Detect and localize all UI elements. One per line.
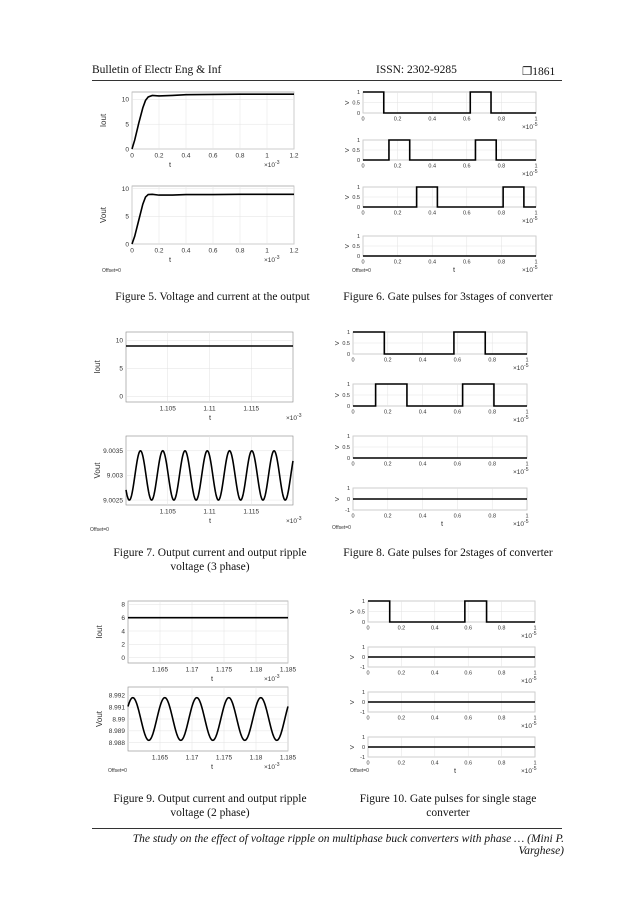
fig10-sub3-multiplier: $\times 10^{-5}$ [521, 721, 537, 730]
fig10-sub4-ytick-label: 1 [361, 734, 365, 741]
fig8-sub4-ytick-label: 0 [346, 496, 350, 503]
fig8-sub3-xtick-label: 0 [351, 461, 355, 468]
fig6-sub3-xtick-label: 0.6 [462, 210, 471, 217]
fig7-sub1-xtick-label: 1.115 [243, 405, 260, 413]
fig8-sub3-xtick-label: 0.2 [383, 461, 392, 468]
fig10-sub3-ytick-label: -1 [360, 709, 365, 716]
fig6-sub3-xtick-label: 0 [361, 210, 365, 217]
fig8-sub3-multiplier: $\times 10^{-5}$ [513, 467, 529, 476]
fig9-sub2-ytick-label: 8.988 [108, 739, 125, 747]
fig6-sub1-xtick-label: 0.6 [462, 116, 471, 123]
fig6-sub4-xtick-label: 0.2 [393, 259, 402, 266]
fig5-sub1-xtick-label: 0.6 [208, 152, 218, 160]
fig10-sub2-xtick-label: 0.8 [497, 670, 506, 677]
fig9-sub2-xtick-label: 1.175 [215, 754, 233, 762]
fig8-sub4-xtick-label: 0.6 [453, 513, 462, 520]
fig9-sub1-xtick-label: 1.175 [215, 666, 233, 674]
fig8-sub2-xtick-label: 0.2 [383, 409, 392, 416]
fig6-sub4-ytick-label: 0.5 [352, 243, 360, 250]
figure-5-caption: Figure 5. Voltage and current at the output [115, 291, 310, 303]
fig10-sub1-multiplier: $\times 10^{-5}$ [521, 631, 537, 640]
fig7-sub2-ylabel: Vout [93, 462, 102, 479]
fig10-sub3-xtick-label: 1 [533, 715, 537, 722]
fig10-sub3-ylabel: > [349, 698, 355, 707]
fig5-sub1-xtick-label: 0.8 [235, 152, 245, 160]
fig9-sub1-ytick-label: 0 [121, 654, 125, 662]
fig6-sub2-xtick-label: 0 [361, 163, 365, 170]
fig10-sub3-xtick-label: 0.4 [430, 715, 439, 722]
fig8-sub2-xtick-label: 0.4 [418, 409, 427, 416]
fig7-sub1-ytick-label: 5 [119, 365, 123, 373]
fig10-sub1-ytick-label: 1 [361, 598, 365, 605]
fig5-sub2-ytick-label: 5 [125, 213, 129, 221]
fig9-sub1-ylabel: Iout [95, 625, 104, 639]
fig8-sub4-xtick-label: 0.4 [418, 513, 427, 520]
fig8-sub4-multiplier: $\times 10^{-5}$ [513, 519, 529, 528]
fig8-sub3-xtick-label: 1 [525, 461, 529, 468]
fig9-sub1-ytick-label: 6 [121, 614, 125, 622]
fig10-sub3-xtick-label: 0.6 [464, 715, 473, 722]
fig9-sub2-ytick-label: 8.992 [108, 692, 125, 700]
fig5-sub1-ylabel: Iout [99, 113, 108, 128]
fig6-sub1-ytick-label: 1 [356, 89, 360, 96]
fig5-sub2-ylabel: Vout [99, 206, 108, 224]
fig9-sub2-xtick-label: 1.18 [249, 754, 263, 762]
fig10-sub4-xtick-label: 0.6 [464, 760, 473, 767]
fig8-svg [328, 326, 562, 536]
fig10-sub2-ytick-label: 0 [361, 654, 365, 661]
fig10-sub2-xtick-label: 0 [366, 670, 370, 677]
fig5-sub2-xtick-label: 1 [265, 247, 269, 255]
fig6-sub2-ytick-label: 0 [356, 157, 360, 164]
fig5-sub2-multiplier: $\times 10^{-3}$ [264, 255, 280, 264]
fig6-svg [328, 86, 562, 278]
fig6-sub4-xtick-label: 0 [361, 259, 365, 266]
fig9-offset-label: Offset=0 [108, 768, 127, 774]
fig9-sub1-multiplier: $\times 10^{-3}$ [264, 674, 280, 683]
fig6-sub3-ytick-label: 0.5 [352, 194, 360, 201]
fig6-sub4-ytick-label: 0 [356, 253, 360, 260]
fig6-sub1-xtick-label: 0 [361, 116, 365, 123]
fig9-sub2-ytick-label: 8.991 [108, 704, 125, 712]
fig7-sub1-xlabel: t [208, 413, 212, 422]
fig9-sub1-xlabel: t [210, 674, 214, 683]
fig5-sub1-ytick-label: 0 [125, 146, 129, 154]
fig9-sub1-xtick-label: 1.165 [151, 666, 169, 674]
fig10-sub3-ytick-label: 1 [361, 689, 365, 696]
fig7-sub2-xlabel: t [208, 516, 212, 525]
fig8-sub4-ytick-label: -1 [345, 507, 350, 514]
fig6-offset-label: Offset=0 [352, 268, 371, 274]
fig9-svg [88, 595, 310, 785]
fig5-sub1-xtick-label: 1.2 [289, 152, 299, 160]
fig5-svg [92, 86, 317, 278]
fig6-sub2-xtick-label: 0.6 [462, 163, 471, 170]
fig10-sub2-xtick-label: 0.4 [430, 670, 439, 677]
fig10-sub2-xtick-label: 0.6 [464, 670, 473, 677]
fig6-sub1-multiplier: $\times 10^{-5}$ [522, 122, 538, 131]
fig10-sub4-xtick-label: 0.2 [397, 760, 406, 767]
fig10-sub2-multiplier: $\times 10^{-5}$ [521, 676, 537, 685]
fig6-sub4-xtick-label: 0.6 [462, 259, 471, 266]
fig8-sub1-ytick-label: 1 [346, 329, 350, 336]
fig10-sub1-xtick-label: 1 [533, 625, 537, 632]
fig8-sub4-xtick-label: 0.2 [383, 513, 392, 520]
fig8-sub3-ytick-label: 0 [346, 455, 350, 462]
fig5-sub2-xtick-label: 0.4 [181, 247, 191, 255]
fig5-offset-label: Offset=0 [102, 268, 121, 274]
fig6-sub2-ytick-label: 0.5 [352, 147, 360, 154]
fig5-sub2-xlabel: t [168, 255, 172, 264]
fig6-sub3-ytick-label: 1 [356, 184, 360, 191]
fig5-sub2-ytick-label: 10 [121, 186, 129, 194]
fig9-sub1-xtick-label: 1.17 [185, 666, 199, 674]
fig5-sub1-xtick-label: 0 [130, 152, 134, 160]
fig10-sub2-ytick-label: 1 [361, 644, 365, 651]
fig10-sub3-xtick-label: 0.2 [397, 715, 406, 722]
fig8-sub2-xtick-label: 0.6 [453, 409, 462, 416]
fig8-sub1-xtick-label: 0.2 [383, 357, 392, 364]
fig8-sub1-xtick-label: 0.8 [488, 357, 497, 364]
fig5-sub1-xtick-label: 0.4 [181, 152, 191, 160]
fig6-sub3-xtick-label: 0.2 [393, 210, 402, 217]
fig9-sub1-xtick-label: 1.18 [249, 666, 263, 674]
figure-8-plot [328, 326, 562, 536]
fig7-sub2-ytick-label: 9.0035 [103, 448, 123, 456]
fig8-sub2-ylabel: > [334, 391, 340, 400]
figure-10-caption: Figure 10. Gate pulses for single stage converter [359, 793, 537, 819]
fig10-sub2-ytick-label: -1 [360, 664, 365, 671]
fig6-sub4-ylabel: > [344, 242, 350, 251]
fig9-sub1-ytick-label: 8 [121, 601, 125, 609]
fig6-sub4-xtick-label: 1 [534, 259, 538, 266]
fig5-sub1-ytick-label: 5 [125, 121, 129, 129]
fig10-xlabel: t [453, 766, 457, 775]
fig8-sub1-multiplier: $\times 10^{-5}$ [513, 363, 529, 372]
fig10-sub4-xtick-label: 0.8 [497, 760, 506, 767]
fig7-sub2-xtick-label: 1.115 [243, 508, 260, 516]
fig10-sub4-xtick-label: 0.4 [430, 760, 439, 767]
fig8-sub1-xtick-label: 0.4 [418, 357, 427, 364]
fig10-sub4-ylabel: > [349, 743, 355, 752]
fig6-sub3-ylabel: > [344, 193, 350, 202]
fig5-sub2-xtick-label: 0.6 [208, 247, 218, 255]
fig9-sub2-xtick-label: 1.185 [279, 754, 297, 762]
fig7-sub2-multiplier: $\times 10^{-3}$ [286, 516, 302, 525]
fig10-sub1-xtick-label: 0.8 [497, 625, 506, 632]
fig6-sub2-multiplier: $\times 10^{-5}$ [522, 169, 538, 178]
fig6-sub2-xtick-label: 0.4 [428, 163, 437, 170]
fig7-sub1-ytick-label: 10 [115, 337, 123, 345]
fig9-sub2-ytick-label: 8.99 [112, 716, 125, 724]
fig7-sub2-xtick-label: 1.105 [159, 508, 176, 516]
fig10-sub3-xtick-label: 0 [366, 715, 370, 722]
fig6-sub3-xtick-label: 0.8 [497, 210, 506, 217]
fig8-sub2-ytick-label: 0.5 [342, 392, 350, 399]
fig10-sub1-ylabel: > [349, 607, 355, 617]
fig7-sub2-xtick-label: 1.11 [203, 508, 216, 516]
fig6-sub1-ytick-label: 0.5 [352, 100, 360, 107]
fig10-sub4-xtick-label: 1 [533, 760, 537, 767]
fig8-sub2-multiplier: $\times 10^{-5}$ [513, 415, 529, 424]
fig5-sub2-ytick-label: 0 [125, 241, 129, 249]
fig8-sub1-xtick-label: 1 [525, 357, 529, 364]
running-header-issn: ISSN: 2302-9285 [376, 64, 457, 76]
fig6-sub4-xtick-label: 0.4 [428, 259, 437, 266]
fig6-sub1-xtick-label: 0.4 [428, 116, 437, 123]
figure-6-plot [328, 86, 562, 278]
figure-9-caption: Figure 9. Output current and output ripple voltage (2 phase) [113, 793, 307, 819]
fig10-sub3-xtick-label: 0.8 [497, 715, 506, 722]
fig10-sub4-ytick-label: -1 [360, 754, 365, 761]
fig8-sub2-ytick-label: 1 [346, 381, 350, 388]
fig6-sub3-xtick-label: 0.4 [428, 210, 437, 217]
fig8-sub3-xtick-label: 0.8 [488, 461, 497, 468]
fig10-sub1-xtick-label: 0.2 [397, 625, 406, 632]
fig8-sub1-ytick-label: 0.5 [342, 340, 350, 347]
fig6-sub2-ytick-label: 1 [356, 137, 360, 144]
fig6-sub4-ytick-label: 1 [356, 233, 360, 240]
fig10-sub1-xtick-label: 0.4 [430, 625, 439, 632]
fig8-sub2-xtick-label: 0.8 [488, 409, 497, 416]
fig7-sub2-ytick-label: 9.003 [106, 472, 123, 480]
fig8-xlabel: t [440, 519, 444, 528]
fig5-sub1-xtick-label: 0.2 [154, 152, 164, 160]
header-rule [92, 80, 562, 81]
figure-6-caption: Figure 6. Gate pulses for 3stages of converter [343, 291, 553, 303]
fig8-sub2-xtick-label: 1 [525, 409, 529, 416]
fig6-sub1-xtick-label: 1 [534, 116, 538, 123]
fig8-sub4-xtick-label: 0 [351, 513, 355, 520]
fig6-sub2-ylabel: > [344, 146, 350, 155]
fig9-sub1-ytick-label: 4 [121, 628, 125, 636]
fig6-sub1-ytick-label: 0 [356, 110, 360, 117]
fig9-sub2-xtick-label: 1.17 [185, 754, 199, 762]
fig7-sub2-ytick-label: 9.0025 [103, 497, 123, 505]
figure-7-plot [88, 326, 310, 536]
fig8-sub3-xtick-label: 0.4 [418, 461, 427, 468]
fig8-sub3-ytick-label: 1 [346, 433, 350, 440]
fig10-sub3-ytick-label: 0 [361, 699, 365, 706]
fig6-sub3-ytick-label: 0 [356, 204, 360, 211]
fig8-sub3-ylabel: > [334, 443, 340, 452]
fig9-sub1-ytick-label: 2 [121, 641, 125, 649]
fig6-sub2-xtick-label: 0.2 [393, 163, 402, 170]
fig7-sub1-xtick-label: 1.11 [203, 405, 216, 413]
fig9-sub2-xtick-label: 1.165 [151, 754, 169, 762]
fig7-sub1-ytick-label: 0 [119, 393, 123, 401]
fig8-sub3-xtick-label: 0.6 [453, 461, 462, 468]
fig10-sub2-xtick-label: 1 [533, 670, 537, 677]
fig7-offset-label: Offset=0 [90, 527, 109, 533]
fig8-offset-label: Offset=0 [332, 525, 351, 531]
fig9-sub1-frame [128, 601, 288, 663]
fig7-sub1-multiplier: $\times 10^{-3}$ [286, 413, 302, 422]
fig8-sub2-xtick-label: 0 [351, 409, 355, 416]
running-footer: The study on the effect of voltage ripple on multiphase buck converters with phase … (Mini P. Varghese) [132, 833, 564, 857]
fig5-sub2-xtick-label: 0.8 [235, 247, 245, 255]
figure-8-caption: Figure 8. Gate pulses for 2stages of converter [343, 547, 553, 559]
fig10-svg [328, 595, 562, 785]
figure-7-caption: Figure 7. Output current and output ripple voltage (3 phase) [113, 547, 307, 573]
fig9-sub2-ytick-label: 8.989 [108, 728, 125, 736]
fig6-sub2-xtick-label: 1 [534, 163, 538, 170]
fig8-sub4-ytick-label: 1 [346, 485, 350, 492]
fig10-sub1-ytick-label: 0.5 [357, 609, 365, 616]
fig7-sub1-ylabel: Iout [93, 360, 102, 374]
fig7-svg [88, 326, 310, 536]
fig10-sub1-xtick-label: 0.6 [464, 625, 473, 632]
fig6-xlabel: t [452, 265, 456, 274]
fig10-sub4-ytick-label: 0 [361, 744, 365, 751]
fig6-sub1-ylabel: > [344, 98, 350, 108]
fig10-sub2-ylabel: > [349, 653, 355, 662]
fig5-sub2-xtick-label: 0.2 [154, 247, 164, 255]
fig8-sub4-xtick-label: 0.8 [488, 513, 497, 520]
fig9-sub2-multiplier: $\times 10^{-3}$ [264, 762, 280, 771]
running-header-page: ❐1861 [522, 66, 556, 78]
fig5-sub2-xtick-label: 0 [130, 247, 134, 255]
fig8-sub2-ytick-label: 0 [346, 403, 350, 410]
fig10-sub1-ytick-label: 0 [361, 619, 365, 626]
fig8-sub1-ylabel: > [334, 339, 340, 348]
fig6-sub4-multiplier: $\times 10^{-5}$ [522, 265, 538, 274]
fig5-sub2-xtick-label: 1.2 [289, 247, 299, 255]
fig10-offset-label: Offset=0 [350, 768, 369, 774]
fig10-sub4-multiplier: $\times 10^{-5}$ [521, 766, 537, 775]
fig9-sub2-xlabel: t [210, 762, 214, 771]
running-header-journal: Bulletin of Electr Eng & Inf [92, 64, 222, 76]
fig10-sub1-xtick-label: 0 [366, 625, 370, 632]
figure-5-plot [92, 86, 317, 278]
fig8-sub1-ytick-label: 0 [346, 351, 350, 358]
fig6-sub3-xtick-label: 1 [534, 210, 538, 217]
fig8-sub4-xtick-label: 1 [525, 513, 529, 520]
fig9-sub2-ylabel: Vout [95, 710, 104, 728]
fig5-sub1-xlabel: t [168, 160, 172, 169]
fig5-sub1-multiplier: $\times 10^{-3}$ [264, 160, 280, 169]
fig9-sub1-xtick-label: 1.185 [279, 666, 297, 674]
fig10-sub4-xtick-label: 0 [366, 760, 370, 767]
fig6-sub3-multiplier: $\times 10^{-5}$ [522, 216, 538, 225]
fig8-sub1-xtick-label: 0.6 [453, 357, 462, 364]
fig8-sub1-xtick-label: 0 [351, 357, 355, 364]
fig6-sub1-xtick-label: 0.8 [497, 116, 506, 123]
fig6-sub4-xtick-label: 0.8 [497, 259, 506, 266]
figure-10-plot [328, 595, 562, 785]
fig10-sub2-xtick-label: 0.2 [397, 670, 406, 677]
fig6-sub2-xtick-label: 0.8 [497, 163, 506, 170]
fig8-sub4-ylabel: > [334, 495, 340, 504]
fig7-sub1-xtick-label: 1.105 [159, 405, 176, 413]
figure-9-plot [88, 595, 310, 785]
fig8-sub3-ytick-label: 0.5 [342, 444, 350, 451]
fig5-sub1-xtick-label: 1 [265, 152, 269, 160]
footer-rule [92, 828, 562, 829]
fig6-sub1-xtick-label: 0.2 [393, 116, 402, 123]
fig5-sub1-ytick-label: 10 [121, 96, 129, 104]
